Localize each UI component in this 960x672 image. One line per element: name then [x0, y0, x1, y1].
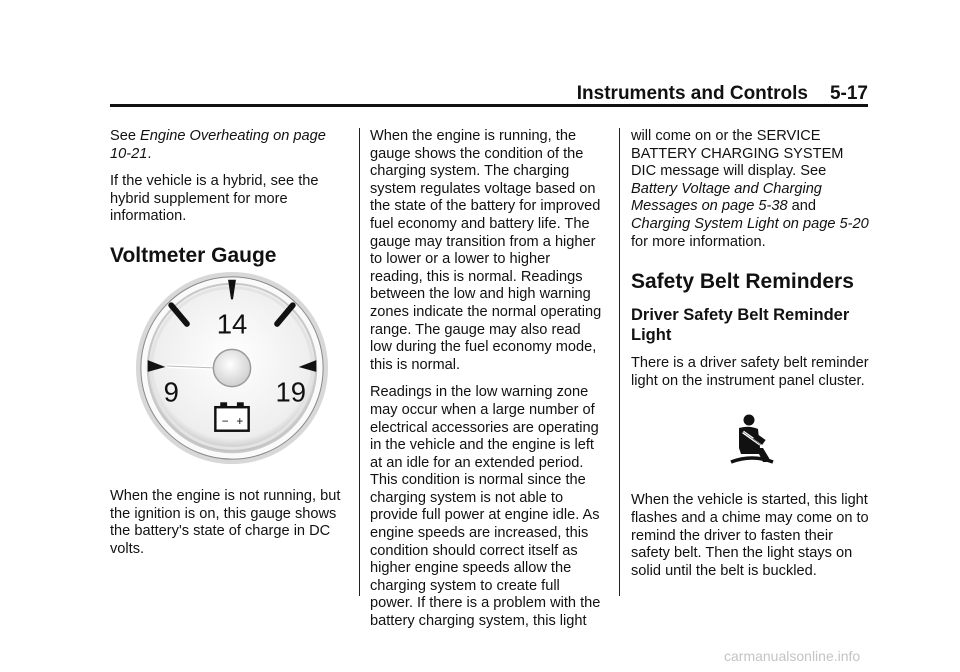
gauge-hub: [213, 349, 250, 386]
page-header: [110, 82, 868, 106]
gauge-label-19: 19: [275, 376, 307, 408]
watermark: carmanualsonline.info: [724, 648, 861, 664]
column-3: [631, 128, 871, 590]
see-text: See: [110, 128, 141, 144]
gauge-label-14: 14: [216, 308, 248, 340]
charging-system-link[interactable]: Charging System Light on page 5-20: [631, 215, 869, 232]
low-warning-paragraph: Readings in the low warning zone may occur when a large number of electrical accessories are operating in the vehicle and the engine is left at an idle for an extended period. This condition is normal since the charging system is not able to provide full power at engine idle. As engine speeds are increased, this condition should correct itself as higher engine speeds allow the charging system to create full power. If there is a problem with the battery charging system, this light: [370, 384, 601, 630]
safety-belt-heading: Safety Belt Reminders: [631, 270, 854, 294]
seat-belt-icon: [729, 414, 775, 466]
reminder-light-paragraph: There is a driver safety belt reminder light on the instrument panel cluster.: [631, 355, 869, 389]
voltmeter-heading: Voltmeter Gauge: [110, 243, 277, 267]
driver-belt-subheading: Driver Safety Belt Reminder Light: [631, 306, 850, 345]
battery-minus: −: [221, 414, 229, 428]
engine-overheating-link[interactable]: Engine Overheating on page 10-21: [110, 128, 326, 162]
service-text: will come on or the SERVICE BATTERY CHARGING SYSTEM DIC message will display. See: [631, 128, 844, 180]
hybrid-paragraph: If the vehicle is a hybrid, see the hybrid supplement for more information.: [110, 173, 319, 225]
column-2: [370, 128, 606, 641]
column-divider-1: [359, 128, 360, 596]
page-number: 5-17: [829, 83, 868, 104]
and-text: and: [787, 198, 816, 215]
voltmeter-gauge-illustration: [134, 270, 330, 466]
header-rule: [110, 104, 868, 107]
service-battery-paragraph: [631, 128, 871, 251]
period-text: .: [147, 145, 152, 162]
engine-running-paragraph: When the engine is running, the gauge shows the condition of the charging system. The charging system regulates voltage based on the state of the battery for improved fuel economy and battery life. The gauge may transition from a higher to lower or a lower to higher reading, this is normal. Readings between the low and high warning zones indicate the normal operating range. The gauge may also read low during the fuel economy mode, this is normal.: [370, 128, 602, 373]
vehicle-started-paragraph: When the vehicle is started, this light flashes and a chime may come on to remind the driver to fasten their safety belt. Then the light stays on solid until the belt is buckled.: [631, 492, 869, 579]
section-title: Instruments and Controls: [576, 83, 808, 104]
see-also-paragraph: [110, 128, 348, 163]
gauge-label-9: 9: [163, 376, 179, 408]
more-info-text: for more information.: [631, 233, 766, 250]
engine-off-paragraph: When the engine is not running, but the ignition is on, this gauge shows the battery's state of charge in DC volts.: [110, 487, 341, 557]
battery-icon: [215, 402, 248, 430]
battery-plus: +: [236, 414, 244, 428]
column-divider-2: [619, 128, 620, 596]
battery-voltage-link[interactable]: Battery Voltage and Charging Messages on page 5-38: [631, 180, 822, 215]
